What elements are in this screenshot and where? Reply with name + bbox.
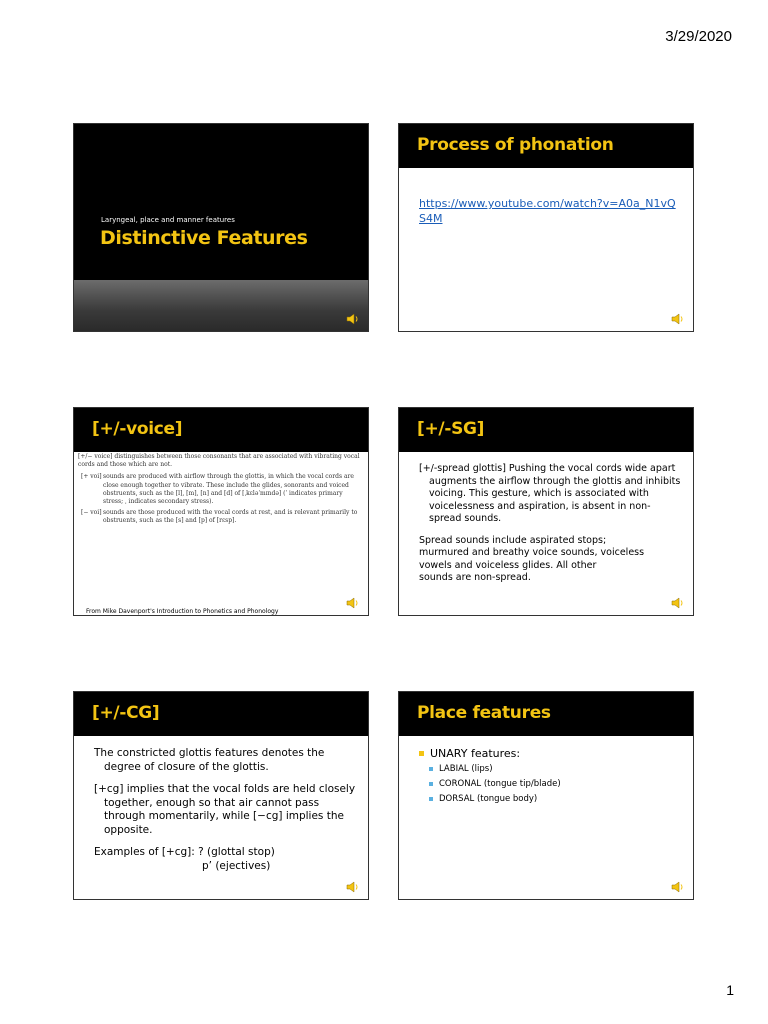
slide-header — [74, 692, 368, 736]
scan-term: [+ voi] — [81, 473, 102, 481]
slide-thumbnail-3[interactable] — [73, 407, 369, 616]
speaker-icon[interactable] — [671, 881, 685, 893]
slide-title: [+/-voice] — [92, 419, 183, 439]
slide-header — [399, 692, 693, 736]
examples-line: p’ (ejectives) — [202, 859, 271, 872]
paragraph: The constricted glottis features denotes the degree of closure of the glottis. — [94, 747, 325, 773]
slide-title: [+/-CG] — [92, 703, 160, 723]
paragraph-line: murmured and breathy voice sounds, voiceless — [419, 547, 645, 558]
slide-title: [+/-SG] — [417, 419, 485, 439]
slide-title: Place features — [417, 703, 551, 723]
slide-body — [419, 747, 681, 809]
bullet-text: UNARY features: — [430, 747, 521, 760]
scanned-text-image — [78, 453, 364, 603]
paragraph: [+/-spread glottis] Pushing the vocal cords wide apart augments the airflow through the glottis and inhibits voicing. This gesture, which is associated with voicelessness and aspiration, is absent in non-spread sounds. — [419, 463, 681, 524]
gradient-band — [74, 280, 368, 331]
slide-body — [419, 463, 681, 585]
paragraph-line: Spread sounds include aspirated stops; — [419, 534, 607, 546]
sub-bullet-item — [429, 764, 681, 774]
slide-header — [399, 124, 693, 168]
slide-header — [399, 408, 693, 452]
scan-row — [78, 473, 364, 506]
slide-thumbnail-4[interactable] — [398, 407, 694, 616]
slide-thumbnail-1[interactable] — [73, 123, 369, 332]
bullet-square-icon — [429, 767, 433, 771]
scan-term: [− voi] — [81, 509, 102, 517]
examples-line: Examples of [+cg]: ? (glottal stop) — [94, 846, 275, 858]
sub-bullet-item — [429, 779, 681, 789]
slide-body — [94, 747, 356, 873]
slide-header — [74, 408, 368, 452]
scan-row — [78, 509, 364, 525]
date: 3/29/2020 — [665, 28, 732, 45]
sub-bullet-item — [429, 794, 681, 804]
bullet-square-icon — [429, 797, 433, 801]
paragraph-line: vowels and voiceless glides. All other — [419, 559, 597, 571]
speaker-icon[interactable] — [346, 597, 360, 609]
sub-bullet-text: DORSAL (tongue body) — [439, 794, 538, 804]
slide-title: Process of phonation — [417, 135, 614, 155]
slide-thumbnail-2[interactable] — [398, 123, 694, 332]
slide-thumbnail-6[interactable] — [398, 691, 694, 900]
bullet-square-icon — [419, 751, 424, 756]
source-credit: From Mike Davenport's Introduction to Phonetics and Phonology — [86, 608, 279, 615]
speaker-icon[interactable] — [671, 313, 685, 325]
bullet-square-icon — [429, 782, 433, 786]
paragraph-line: sounds are non-spread. — [419, 572, 531, 583]
speaker-icon[interactable] — [346, 881, 360, 893]
scan-definition: sounds are those produced with the vocal cords at rest, and is relevant primarily to obstruents, such as the [s] and [p] of [rɛsp]. — [103, 509, 358, 525]
slide-thumbnail-5[interactable] — [73, 691, 369, 900]
scan-intro: [+/− voice] distinguishes between those consonants that are associated with vibrating vocal cords and those which are not. — [78, 453, 360, 469]
paragraph: [+cg] implies that the vocal folds are held closely together, enough so that air cannot pass through momentarily, while [−cg] implies the opposite. — [94, 783, 356, 836]
scan-definition: sounds are produced with airflow through the glottis, in which the vocal cords are close enough together to vibrate. These include the glides, sonorants and voiced obstruents, such as the [l], [m], [n] and [d] of [ˌkɛləˈmɪndə] (ˈ indicates primary stress; ˌ indicates secondary stress). — [103, 473, 354, 506]
bullet-item — [419, 747, 681, 760]
sub-bullet-text: LABIAL (lips) — [439, 764, 493, 774]
slide-title: Distinctive Features — [100, 227, 308, 249]
speaker-icon[interactable] — [671, 597, 685, 609]
slide-subtitle: Laryngeal, place and manner features — [101, 216, 235, 224]
video-link[interactable]: https://www.youtube.com/watch?v=A0a_N1vQS4M — [419, 197, 676, 225]
page-number: 1 — [726, 982, 734, 998]
sub-bullet-text: CORONAL (tongue tip/blade) — [439, 779, 561, 789]
speaker-icon[interactable] — [346, 313, 360, 325]
